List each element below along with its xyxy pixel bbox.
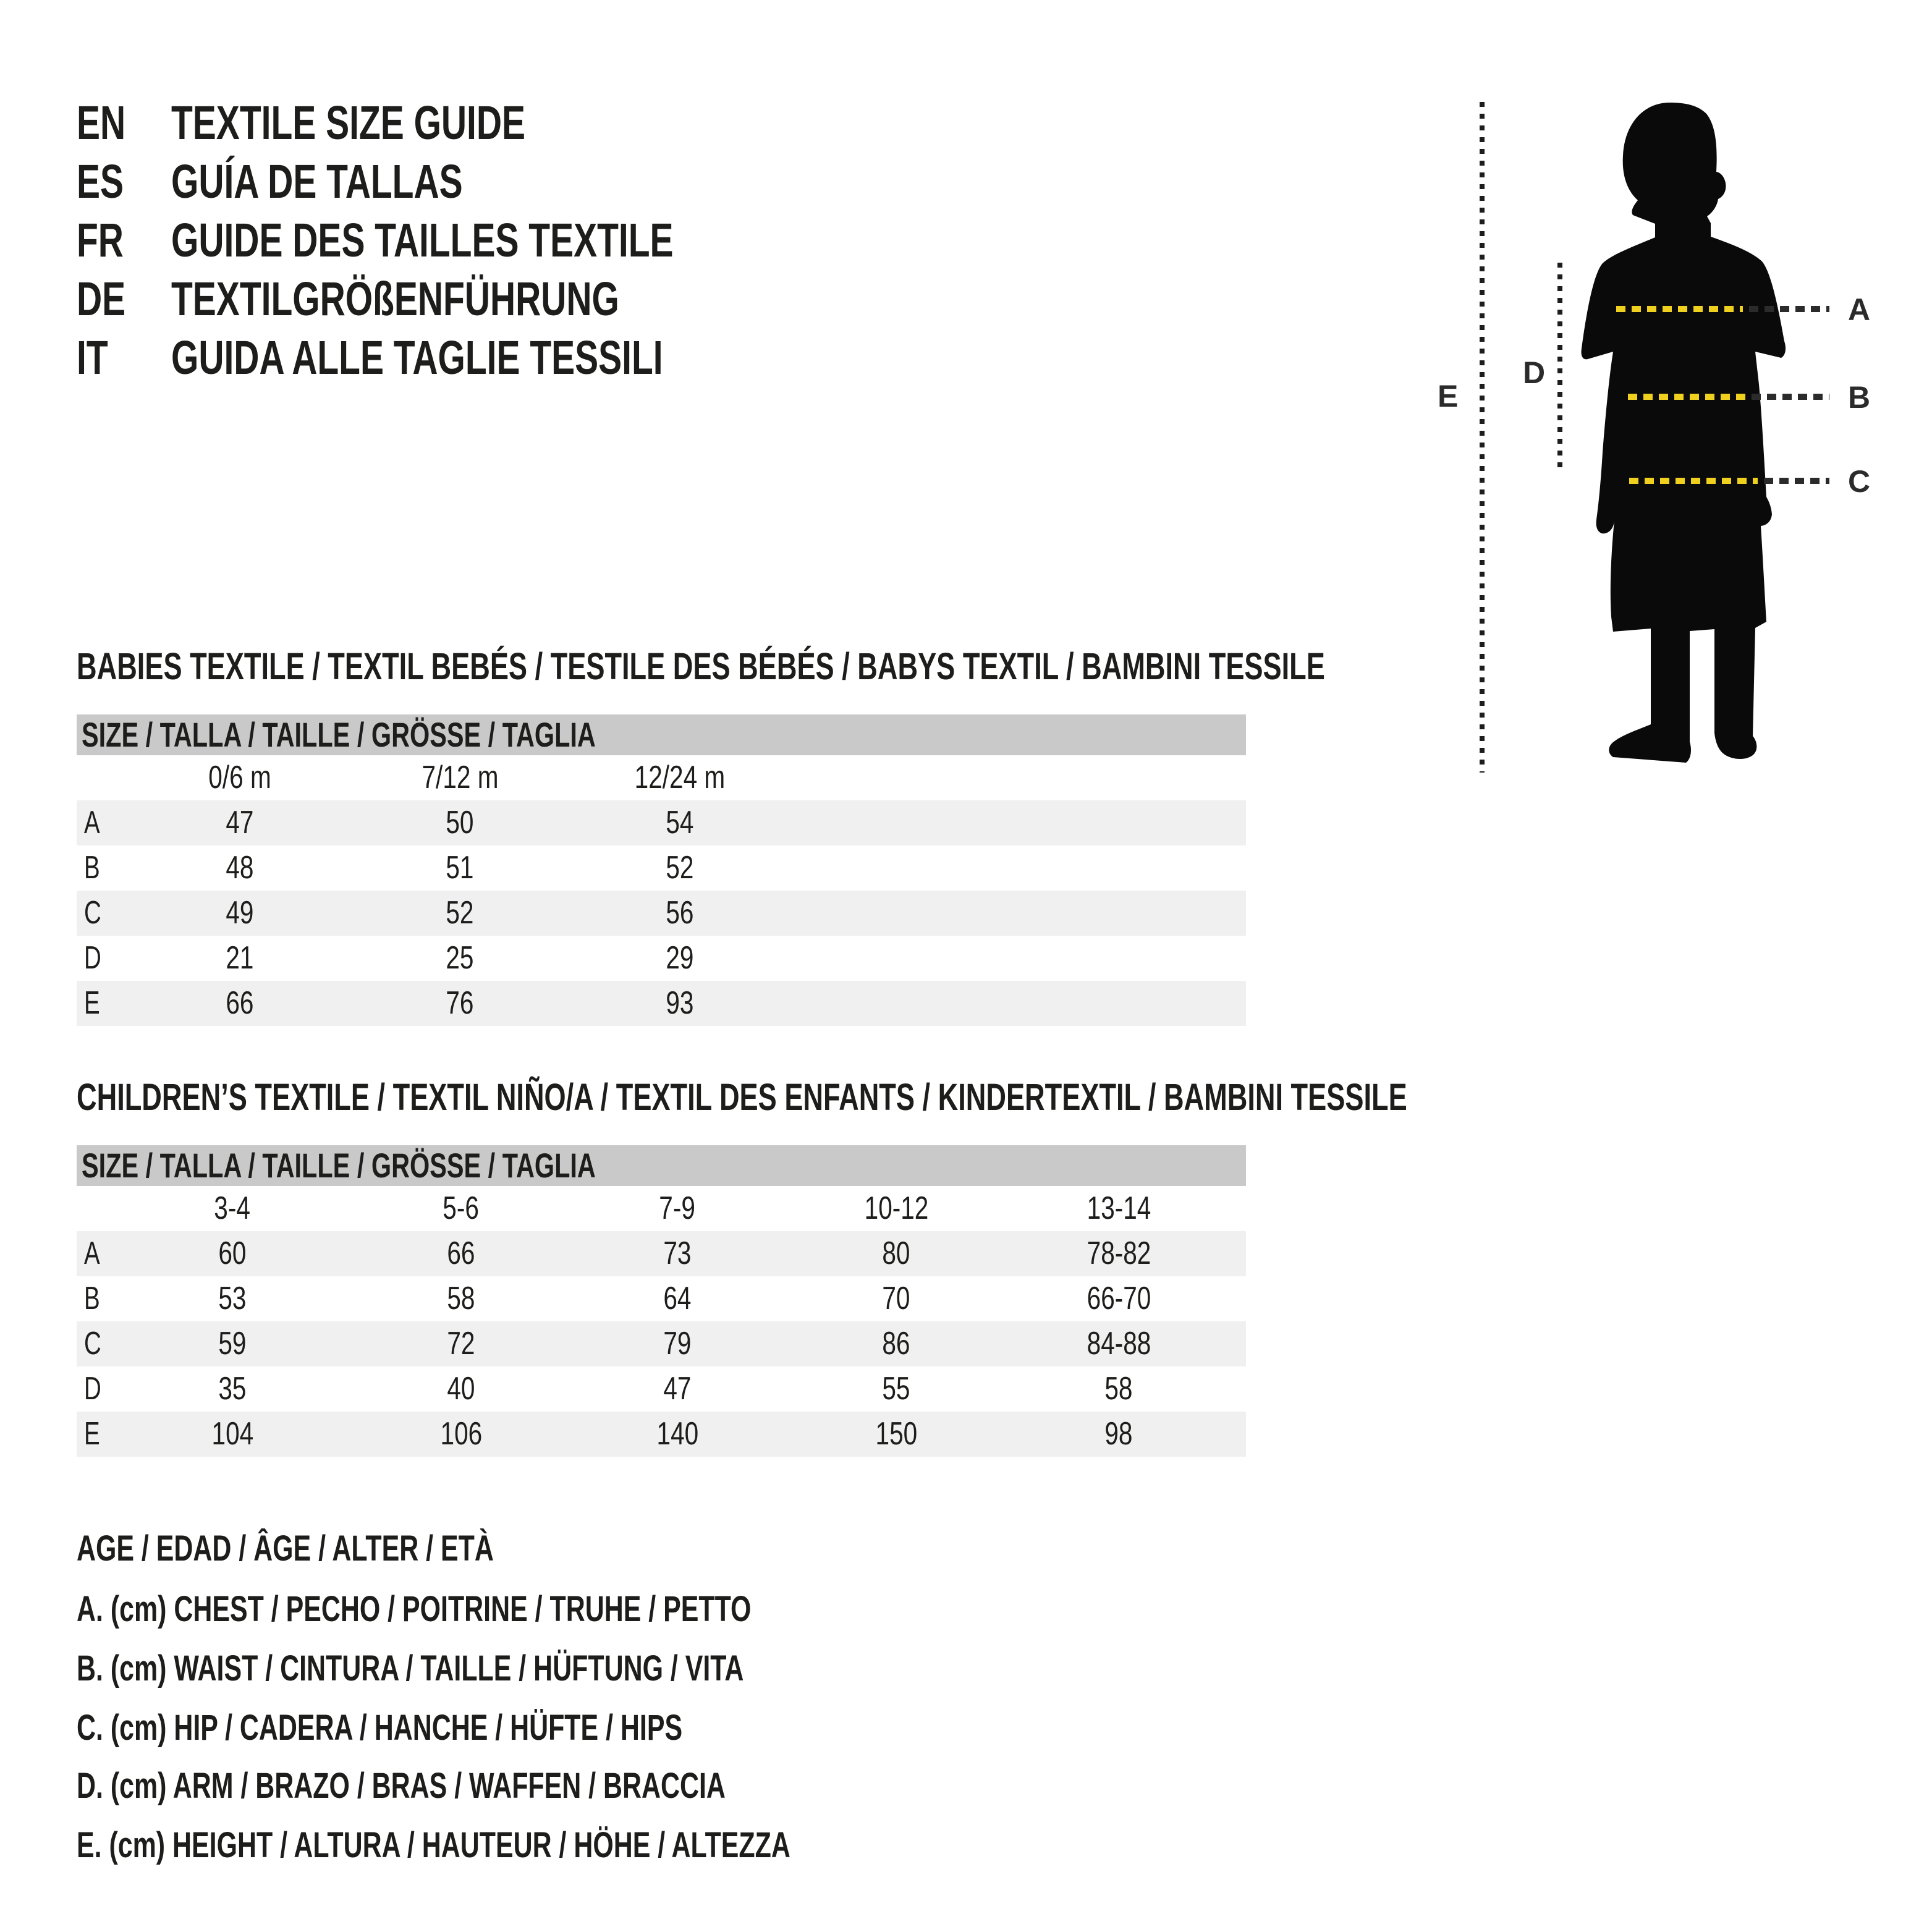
language-code: IT — [77, 331, 108, 384]
waist-label: B — [1848, 380, 1871, 415]
table-cell: 58 — [1104, 1371, 1133, 1407]
height-label: E — [1438, 379, 1459, 413]
table-cell: 66-70 — [1087, 1281, 1151, 1316]
language-code: EN — [77, 96, 126, 150]
legend-age: AGE / EDAD / ÂGE / ALTER / ETÀ — [77, 1528, 494, 1569]
table-cell: 51 — [446, 850, 474, 886]
children-size-header-bar — [77, 1145, 1246, 1186]
table-cell: 52 — [446, 895, 474, 931]
table-cell: 59 — [218, 1326, 247, 1362]
language-code: DE — [77, 273, 126, 326]
table-cell: 73 — [663, 1235, 692, 1271]
table-cell: 50 — [446, 805, 474, 841]
hip-label: C — [1848, 464, 1871, 499]
table-cell: 35 — [218, 1371, 247, 1407]
babies-col-header: 7/12 m — [421, 760, 498, 795]
table-cell: 58 — [447, 1281, 475, 1316]
children-row-d — [77, 1366, 1246, 1412]
language-title: TEXTILE SIZE GUIDE — [171, 96, 526, 150]
children-row-c — [77, 1321, 1246, 1366]
table-cell: 54 — [666, 805, 694, 841]
children-row-e — [77, 1412, 1246, 1457]
table-cell: 64 — [663, 1281, 692, 1316]
row-label: B — [84, 850, 100, 886]
table-cell: 84-88 — [1087, 1326, 1151, 1362]
babies-row-a — [77, 800, 1246, 845]
children-row-b — [77, 1276, 1246, 1321]
legend-chest: A. (cm) CHEST / PECHO / POITRINE / TRUHE / PETTO — [77, 1589, 752, 1629]
children-col-header: 5-6 — [443, 1190, 480, 1226]
babies-row-b — [77, 845, 1246, 891]
table-cell: 79 — [663, 1326, 692, 1362]
table-cell: 78-82 — [1087, 1235, 1151, 1271]
row-label: B — [84, 1281, 100, 1316]
row-label: A — [84, 1235, 100, 1271]
language-title: GUÍA DE TALLAS — [171, 155, 463, 208]
legend-hip: C. (cm) HIP / CADERA / HANCHE / HÜFTE / HIPS — [77, 1708, 683, 1748]
table-cell: 55 — [882, 1371, 910, 1407]
children-col-header: 13-14 — [1087, 1190, 1151, 1226]
table-cell: 66 — [226, 985, 254, 1021]
legend-waist: B. (cm) WAIST / CINTURA / TAILLE / HÜFTUNG / VITA — [77, 1648, 744, 1688]
table-cell: 40 — [447, 1371, 475, 1407]
row-label: D — [84, 940, 101, 976]
children-size-header: SIZE / TALLA / TAILLE / GRÖSSE / TAGLIA — [82, 1146, 596, 1185]
table-cell: 86 — [882, 1326, 910, 1362]
babies-row-c — [77, 891, 1246, 936]
language-title: GUIDE DES TAILLES TEXTILE — [171, 214, 674, 267]
legend-arm: D. (cm) ARM / BRAZO / BRAS / WAFFEN / BRACCIA — [77, 1766, 726, 1806]
language-code: FR — [77, 214, 124, 267]
table-cell: 47 — [226, 805, 254, 841]
table-cell: 29 — [666, 940, 694, 976]
table-cell: 106 — [440, 1416, 482, 1452]
babies-row-d — [77, 936, 1246, 981]
table-cell: 93 — [666, 985, 694, 1021]
table-cell: 140 — [656, 1416, 698, 1452]
table-cell: 98 — [1104, 1416, 1133, 1452]
table-cell: 80 — [882, 1235, 910, 1271]
table-cell: 49 — [226, 895, 254, 931]
table-cell: 60 — [218, 1235, 247, 1271]
chest-label: A — [1848, 292, 1871, 327]
table-cell: 150 — [875, 1416, 917, 1452]
table-cell: 21 — [226, 940, 254, 976]
language-code: ES — [77, 155, 124, 208]
row-label: C — [84, 1326, 101, 1362]
table-cell: 66 — [447, 1235, 475, 1271]
legend-height: E. (cm) HEIGHT / ALTURA / HAUTEUR / HÖHE / ALTEZZA — [77, 1825, 790, 1865]
children-col-header: 10-12 — [864, 1190, 928, 1226]
table-cell: 56 — [666, 895, 694, 931]
babies-col-header: 0/6 m — [208, 760, 271, 795]
table-cell: 53 — [218, 1281, 247, 1316]
language-title: GUIDA ALLE TAGLIE TESSILI — [171, 331, 663, 384]
children-column-header-row — [77, 1186, 1246, 1231]
table-cell: 104 — [211, 1416, 253, 1452]
children-col-header: 7-9 — [659, 1190, 696, 1226]
measurement-figure — [1421, 74, 1932, 803]
table-cell: 76 — [446, 985, 474, 1021]
table-cell: 52 — [666, 850, 694, 886]
arm-label: D — [1523, 355, 1546, 390]
row-label: C — [84, 895, 101, 931]
children-col-header: 3-4 — [214, 1190, 251, 1226]
table-cell: 47 — [663, 1371, 692, 1407]
row-label: A — [84, 805, 100, 841]
row-label: D — [84, 1371, 101, 1407]
babies-row-e — [77, 981, 1246, 1026]
babies-size-header-bar — [77, 714, 1246, 755]
children-section-title: CHILDREN’S TEXTILE / TEXTIL NIÑO/A / TEXTIL DES ENFANTS / KINDERTEXTIL / BAMBINI TESSILE — [77, 1076, 1407, 1118]
babies-column-header-row — [77, 755, 1246, 800]
babies-section-title: BABIES TEXTILE / TEXTIL BEBÉS / TESTILE DES BÉBÉS / BABYS TEXTIL / BAMBINI TESSILE — [77, 645, 1325, 687]
children-row-a — [77, 1231, 1246, 1276]
table-cell: 48 — [226, 850, 254, 886]
language-title: TEXTILGRÖßENFÜHRUNG — [171, 273, 619, 326]
babies-size-header: SIZE / TALLA / TAILLE / GRÖSSE / TAGLIA — [82, 715, 596, 754]
table-cell: 72 — [447, 1326, 475, 1362]
babies-col-header: 12/24 m — [634, 760, 726, 795]
row-label: E — [84, 1416, 100, 1452]
row-label: E — [84, 985, 100, 1021]
table-cell: 70 — [882, 1281, 910, 1316]
table-cell: 25 — [446, 940, 474, 976]
